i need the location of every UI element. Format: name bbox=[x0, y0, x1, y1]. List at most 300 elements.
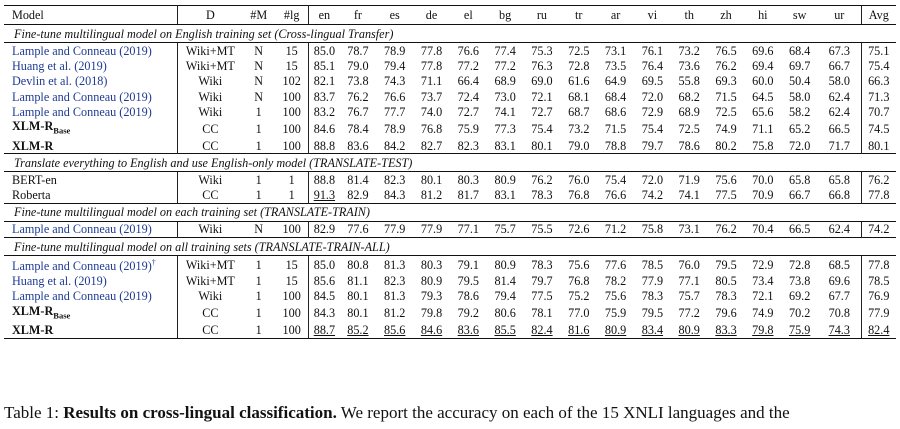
score-cell: 68.9 bbox=[494, 74, 516, 89]
meta-cell: N bbox=[254, 58, 264, 73]
score-cell: 80.9 bbox=[494, 172, 516, 187]
score-cell: 72.0 bbox=[641, 172, 664, 187]
meta-cell: Wiki bbox=[198, 289, 223, 304]
table-row bbox=[4, 74, 896, 89]
score-cell: 78.7 bbox=[347, 43, 369, 58]
score-cell: 75.4 bbox=[604, 172, 627, 187]
score-cell: 84.5 bbox=[313, 289, 336, 304]
score-cell: 71.9 bbox=[678, 172, 700, 187]
score-cell: 64.5 bbox=[752, 89, 774, 104]
score-cell: 73.1 bbox=[678, 222, 700, 237]
score-cell: 85.6 bbox=[376, 322, 413, 338]
score-cell: 75.9 bbox=[457, 121, 479, 136]
score-cell: 60.0 bbox=[752, 74, 774, 89]
section-title: Translate everything to English and use English-only model (TRANSLATE-TEST) bbox=[4, 154, 896, 172]
column-header: ar bbox=[597, 6, 634, 25]
meta-cell: 1 bbox=[255, 188, 262, 203]
meta-cell: Wiki+MT bbox=[185, 273, 235, 288]
score-cell: 83.6 bbox=[450, 322, 487, 338]
score-cell: 77.9 bbox=[384, 222, 406, 237]
section-title: Fine-tune multilingual model on each training set (TRANSLATE-TRAIN) bbox=[4, 203, 896, 221]
score-cell: 72.0 bbox=[788, 138, 811, 153]
score-cell: 85.0 bbox=[313, 43, 336, 58]
avg-cell: 70.7 bbox=[861, 104, 896, 119]
score-cell: 82.9 bbox=[313, 222, 336, 237]
meta-cell: Wiki+MT bbox=[185, 257, 235, 272]
model-name: Huang et al. (2019) bbox=[4, 273, 178, 288]
table-row bbox=[4, 221, 896, 237]
score-cell: 80.1 bbox=[347, 305, 369, 320]
score-cell: 84.2 bbox=[384, 138, 406, 153]
avg-cell: 75.4 bbox=[861, 58, 896, 73]
score-cell: 74.9 bbox=[752, 305, 774, 320]
score-cell: 79.6 bbox=[715, 305, 737, 320]
score-cell: 72.9 bbox=[641, 104, 664, 119]
score-cell: 74.2 bbox=[641, 188, 664, 203]
score-cell: 72.5 bbox=[568, 43, 590, 58]
score-cell: 77.0 bbox=[568, 305, 590, 320]
column-header: th bbox=[671, 6, 708, 25]
score-cell: 79.4 bbox=[494, 289, 516, 304]
table-header bbox=[4, 6, 896, 25]
score-cell: 83.4 bbox=[634, 322, 671, 338]
score-cell: 67.3 bbox=[828, 43, 850, 58]
score-cell: 83.1 bbox=[494, 138, 516, 153]
model-name: Lample and Conneau (2019) bbox=[4, 43, 178, 59]
score-cell: 76.0 bbox=[568, 172, 590, 187]
score-cell: 75.6 bbox=[715, 172, 737, 187]
score-cell: 80.6 bbox=[494, 305, 516, 320]
score-cell: 79.5 bbox=[715, 257, 737, 272]
score-cell: 82.3 bbox=[384, 172, 406, 187]
section-header bbox=[4, 238, 896, 256]
score-cell: 75.4 bbox=[531, 121, 553, 136]
score-cell: 83.7 bbox=[313, 89, 336, 104]
score-cell: 78.5 bbox=[641, 257, 664, 272]
score-cell: 75.6 bbox=[568, 257, 590, 272]
score-cell: 67.7 bbox=[828, 289, 850, 304]
score-cell: 79.0 bbox=[568, 138, 590, 153]
score-cell: 66.4 bbox=[457, 74, 479, 89]
score-cell: 76.1 bbox=[641, 43, 664, 58]
score-cell: 73.2 bbox=[568, 121, 590, 136]
table-row bbox=[4, 273, 896, 288]
score-cell: 81.7 bbox=[457, 188, 479, 203]
table-row bbox=[4, 138, 896, 154]
score-cell: 75.2 bbox=[568, 289, 590, 304]
meta-cell: 1 bbox=[242, 322, 275, 338]
avg-cell: 71.3 bbox=[861, 89, 896, 104]
score-cell: 80.9 bbox=[420, 273, 443, 288]
section-title: Fine-tune multilingual model on all training sets (TRANSLATE-TRAIN-ALL) bbox=[4, 238, 896, 256]
score-cell: 82.7 bbox=[420, 138, 443, 153]
column-header: tr bbox=[560, 6, 597, 25]
avg-cell: 77.8 bbox=[861, 188, 896, 204]
column-header: D bbox=[178, 6, 242, 25]
column-header: Avg bbox=[861, 6, 896, 25]
score-cell: 91.3 bbox=[313, 188, 336, 203]
table-row bbox=[4, 256, 896, 274]
score-cell: 68.7 bbox=[568, 104, 590, 119]
score-cell: 72.6 bbox=[568, 222, 590, 237]
column-header: Model bbox=[4, 6, 178, 25]
score-cell: 84.3 bbox=[313, 305, 336, 320]
avg-cell: 80.1 bbox=[861, 138, 896, 154]
score-cell: 80.2 bbox=[715, 138, 737, 153]
meta-cell: 1 bbox=[255, 289, 262, 304]
score-cell: 79.8 bbox=[420, 305, 443, 320]
score-cell: 77.5 bbox=[715, 188, 737, 203]
score-cell: 84.6 bbox=[413, 322, 450, 338]
meta-cell: Wiki+MT bbox=[185, 43, 235, 58]
score-cell: 71.5 bbox=[715, 89, 737, 104]
meta-cell: 1 bbox=[255, 257, 262, 272]
table-row bbox=[4, 288, 896, 303]
table-body bbox=[4, 25, 896, 339]
score-cell: 83.3 bbox=[708, 322, 745, 338]
score-cell: 76.8 bbox=[420, 121, 443, 136]
score-cell: 58.2 bbox=[788, 104, 811, 119]
avg-cell: 76.2 bbox=[861, 172, 896, 188]
column-header: vi bbox=[634, 6, 671, 25]
score-cell: 71.2 bbox=[604, 222, 627, 237]
score-cell: 69.4 bbox=[752, 58, 774, 73]
meta-cell: 102 bbox=[275, 74, 309, 89]
score-cell: 77.6 bbox=[347, 222, 369, 237]
meta-cell: Wiki bbox=[198, 74, 223, 89]
score-cell: 81.3 bbox=[384, 289, 406, 304]
score-cell: 79.1 bbox=[457, 257, 479, 272]
score-cell: 68.5 bbox=[828, 257, 850, 272]
score-cell: 74.9 bbox=[715, 121, 737, 136]
model-name: Lample and Conneau (2019) bbox=[4, 104, 178, 119]
meta-cell: 1 bbox=[255, 273, 262, 288]
meta-cell: Wiki+MT bbox=[185, 58, 235, 73]
score-cell: 70.2 bbox=[788, 305, 811, 320]
avg-cell: 82.4 bbox=[861, 322, 896, 338]
model-name: BERT-en bbox=[4, 172, 178, 188]
score-cell: 81.2 bbox=[420, 188, 443, 203]
section-header bbox=[4, 25, 896, 43]
score-cell: 72.8 bbox=[568, 58, 590, 73]
score-cell: 72.4 bbox=[457, 89, 479, 104]
table-row bbox=[4, 43, 896, 59]
meta-cell: 1 bbox=[255, 121, 262, 136]
table-row bbox=[4, 172, 896, 188]
score-cell: 73.5 bbox=[604, 58, 627, 73]
score-cell: 81.6 bbox=[560, 322, 597, 338]
score-cell: 70.0 bbox=[752, 172, 774, 187]
score-cell: 68.4 bbox=[788, 43, 811, 58]
score-cell: 81.2 bbox=[384, 305, 406, 320]
column-header: ru bbox=[524, 6, 561, 25]
score-cell: 65.6 bbox=[752, 104, 774, 119]
section-title: Fine-tune multilingual model on English training set (Cross-lingual Transfer) bbox=[4, 25, 896, 43]
score-cell: 72.5 bbox=[678, 121, 700, 136]
score-cell: 78.6 bbox=[457, 289, 479, 304]
score-cell: 77.5 bbox=[531, 289, 553, 304]
score-cell: 79.5 bbox=[641, 305, 664, 320]
score-cell: 78.3 bbox=[531, 188, 553, 203]
meta-cell: 15 bbox=[275, 43, 309, 59]
score-cell: 76.0 bbox=[678, 257, 700, 272]
table-row bbox=[4, 104, 896, 119]
meta-cell: 1 bbox=[255, 172, 262, 187]
meta-cell: 1 bbox=[255, 104, 262, 119]
score-cell: 75.3 bbox=[531, 43, 553, 58]
score-cell: 78.3 bbox=[641, 289, 664, 304]
score-cell: 80.1 bbox=[347, 289, 369, 304]
score-cell: 70.8 bbox=[828, 305, 850, 320]
score-cell: 73.8 bbox=[347, 74, 369, 89]
meta-cell: 100 bbox=[275, 322, 309, 338]
meta-cell: N bbox=[254, 222, 264, 237]
score-cell: 84.3 bbox=[384, 188, 406, 203]
score-cell: 75.6 bbox=[604, 289, 627, 304]
score-cell: 80.9 bbox=[671, 322, 708, 338]
score-cell: 76.2 bbox=[531, 172, 553, 187]
score-cell: 71.1 bbox=[420, 74, 443, 89]
score-cell: 77.9 bbox=[641, 273, 664, 288]
section-header bbox=[4, 154, 896, 172]
score-cell: 62.4 bbox=[828, 104, 850, 119]
score-cell: 78.4 bbox=[347, 121, 369, 136]
score-cell: 75.8 bbox=[752, 138, 774, 153]
score-cell: 81.4 bbox=[347, 172, 369, 187]
score-cell: 72.7 bbox=[531, 104, 553, 119]
score-cell: 83.1 bbox=[494, 188, 516, 203]
score-cell: 69.2 bbox=[788, 289, 811, 304]
table-row bbox=[4, 322, 896, 338]
column-header: el bbox=[450, 6, 487, 25]
score-cell: 79.4 bbox=[384, 58, 406, 73]
score-cell: 68.1 bbox=[568, 89, 590, 104]
table-row bbox=[4, 89, 896, 104]
column-header: #lg bbox=[275, 6, 309, 25]
score-cell: 69.7 bbox=[788, 58, 811, 73]
score-cell: 77.9 bbox=[420, 222, 443, 237]
score-cell: 85.5 bbox=[487, 322, 524, 338]
score-cell: 65.8 bbox=[828, 172, 850, 187]
score-cell: 76.5 bbox=[715, 43, 737, 58]
score-cell: 55.8 bbox=[678, 74, 700, 89]
meta-cell: Wiki bbox=[198, 222, 223, 237]
score-cell: 65.8 bbox=[788, 172, 811, 187]
score-cell: 69.6 bbox=[828, 273, 850, 288]
score-cell: 76.6 bbox=[457, 43, 479, 58]
avg-cell: 74.2 bbox=[861, 221, 896, 237]
score-cell: 50.4 bbox=[788, 74, 811, 89]
score-cell: 73.6 bbox=[678, 58, 700, 73]
score-cell: 65.2 bbox=[788, 121, 811, 136]
score-cell: 73.1 bbox=[604, 43, 627, 58]
avg-cell: 77.8 bbox=[861, 256, 896, 274]
meta-cell: 100 bbox=[275, 288, 309, 303]
score-cell: 74.1 bbox=[494, 104, 516, 119]
score-cell: 69.6 bbox=[752, 43, 774, 58]
score-cell: 66.5 bbox=[828, 121, 850, 136]
meta-cell: N bbox=[254, 43, 264, 58]
score-cell: 78.3 bbox=[715, 289, 737, 304]
score-cell: 79.7 bbox=[641, 138, 664, 153]
score-cell: 79.0 bbox=[347, 58, 369, 73]
score-cell: 81.4 bbox=[494, 273, 516, 288]
column-header: zh bbox=[708, 6, 745, 25]
score-cell: 64.9 bbox=[604, 74, 627, 89]
score-cell: 77.2 bbox=[494, 58, 516, 73]
avg-cell: 77.9 bbox=[861, 304, 896, 322]
score-cell: 78.8 bbox=[604, 138, 627, 153]
score-cell: 76.2 bbox=[715, 58, 737, 73]
column-header: bg bbox=[487, 6, 524, 25]
meta-cell: 1 bbox=[275, 172, 309, 188]
meta-cell: N bbox=[254, 89, 264, 104]
score-cell: 66.7 bbox=[788, 188, 811, 203]
score-cell: 75.9 bbox=[604, 305, 627, 320]
model-name: XLM-$R_{Base}$ bbox=[4, 304, 178, 322]
score-cell: 79.2 bbox=[457, 305, 479, 320]
column-header: ur bbox=[818, 6, 861, 25]
score-cell: 71.7 bbox=[828, 138, 850, 153]
score-cell: 82.3 bbox=[384, 273, 406, 288]
score-cell: 77.3 bbox=[494, 121, 516, 136]
score-cell: 76.8 bbox=[568, 273, 590, 288]
score-cell: 85.2 bbox=[339, 322, 376, 338]
score-cell: 84.6 bbox=[313, 121, 336, 136]
score-cell: 80.3 bbox=[457, 172, 479, 187]
score-cell: 69.5 bbox=[641, 74, 664, 89]
score-cell: 71.5 bbox=[604, 121, 627, 136]
table-row bbox=[4, 188, 896, 204]
score-cell: 72.1 bbox=[531, 89, 553, 104]
meta-cell: 100 bbox=[275, 89, 309, 104]
meta-cell: 100 bbox=[275, 304, 309, 322]
score-cell: 66.7 bbox=[828, 58, 850, 73]
column-header: de bbox=[413, 6, 450, 25]
score-cell: 66.8 bbox=[828, 188, 850, 203]
meta-cell: 15 bbox=[275, 256, 309, 274]
score-cell: 58.0 bbox=[788, 89, 811, 104]
score-cell: 73.0 bbox=[494, 89, 516, 104]
score-cell: 62.4 bbox=[828, 222, 850, 237]
score-cell: 77.6 bbox=[604, 257, 627, 272]
meta-cell: CC bbox=[202, 121, 219, 136]
score-cell: 72.9 bbox=[752, 257, 774, 272]
model-name: XLM-R bbox=[4, 138, 178, 154]
score-cell: 75.5 bbox=[531, 222, 553, 237]
meta-cell: CC bbox=[178, 322, 242, 338]
score-cell: 82.9 bbox=[347, 188, 369, 203]
score-cell: 77.7 bbox=[384, 104, 406, 119]
score-cell: 78.3 bbox=[531, 257, 553, 272]
score-cell: 79.7 bbox=[531, 273, 553, 288]
meta-cell: 1 bbox=[255, 305, 262, 320]
score-cell: 75.7 bbox=[494, 222, 516, 237]
meta-cell: 100 bbox=[275, 104, 309, 119]
score-cell: 76.6 bbox=[384, 89, 406, 104]
avg-cell: 75.1 bbox=[861, 43, 896, 59]
model-name: Huang et al. (2019) bbox=[4, 58, 178, 73]
score-cell: 77.8 bbox=[420, 58, 443, 73]
score-cell: 82.4 bbox=[524, 322, 561, 338]
meta-cell: 1 bbox=[275, 188, 309, 204]
model-name: XLM-$R_{Base}$ bbox=[4, 119, 178, 137]
avg-cell: 76.9 bbox=[861, 288, 896, 303]
column-header: es bbox=[376, 6, 413, 25]
score-cell: 88.7 bbox=[309, 322, 340, 338]
score-cell: 83.2 bbox=[313, 104, 336, 119]
score-cell: 72.7 bbox=[457, 104, 479, 119]
meta-cell: CC bbox=[202, 138, 219, 153]
score-cell: 75.7 bbox=[678, 289, 700, 304]
score-cell: 68.4 bbox=[604, 89, 627, 104]
table-row bbox=[4, 58, 896, 73]
meta-cell: Wiki bbox=[198, 89, 223, 104]
score-cell: 58.0 bbox=[828, 74, 850, 89]
model-name: Lample and Conneau (2019) bbox=[4, 221, 178, 237]
score-cell: 73.2 bbox=[678, 43, 700, 58]
score-cell: 69.0 bbox=[531, 74, 553, 89]
score-cell: 80.3 bbox=[420, 257, 443, 272]
meta-cell: 100 bbox=[275, 221, 309, 237]
caption-bold: Results on cross-lingual classification. bbox=[63, 403, 337, 422]
caption-text: We report the accuracy on each of the 15 XNLI languages and the bbox=[336, 403, 790, 422]
score-cell: 79.3 bbox=[420, 289, 443, 304]
meta-cell: N bbox=[254, 74, 264, 89]
score-cell: 76.2 bbox=[715, 222, 737, 237]
table-row bbox=[4, 304, 896, 322]
meta-cell: Wiki bbox=[198, 104, 223, 119]
score-cell: 80.1 bbox=[420, 172, 443, 187]
results-table bbox=[4, 5, 896, 339]
score-cell: 68.9 bbox=[678, 104, 700, 119]
score-cell: 73.8 bbox=[788, 273, 811, 288]
meta-cell: 100 bbox=[275, 119, 309, 137]
score-cell: 75.8 bbox=[641, 222, 664, 237]
score-cell: 74.1 bbox=[678, 188, 700, 203]
score-cell: 80.9 bbox=[494, 257, 516, 272]
avg-cell: 78.5 bbox=[861, 273, 896, 288]
score-cell: 74.0 bbox=[420, 104, 443, 119]
section-header bbox=[4, 203, 896, 221]
score-cell: 81.1 bbox=[347, 273, 369, 288]
table-row bbox=[4, 119, 896, 137]
score-cell: 77.1 bbox=[457, 222, 479, 237]
caption-prefix: Table 1: bbox=[4, 403, 64, 422]
score-cell: 78.1 bbox=[531, 305, 553, 320]
score-cell: 76.2 bbox=[347, 89, 369, 104]
score-cell: 75.4 bbox=[641, 121, 664, 136]
score-cell: 74.3 bbox=[818, 322, 861, 338]
score-cell: 68.6 bbox=[604, 104, 627, 119]
score-cell: 74.3 bbox=[384, 74, 406, 89]
score-cell: 83.6 bbox=[347, 138, 369, 153]
score-cell: 78.9 bbox=[384, 121, 406, 136]
score-cell: 77.4 bbox=[494, 43, 516, 58]
score-cell: 72.5 bbox=[715, 104, 737, 119]
column-header: sw bbox=[781, 6, 818, 25]
meta-cell: 100 bbox=[275, 138, 309, 154]
score-cell: 80.9 bbox=[597, 322, 634, 338]
meta-cell: 1 bbox=[255, 138, 262, 153]
avg-cell: 74.5 bbox=[861, 119, 896, 137]
score-cell: 77.2 bbox=[678, 305, 700, 320]
meta-cell: 15 bbox=[275, 58, 309, 73]
column-header: fr bbox=[339, 6, 376, 25]
score-cell: 76.3 bbox=[531, 58, 553, 73]
score-cell: 72.1 bbox=[752, 289, 774, 304]
meta-cell: 15 bbox=[275, 273, 309, 288]
